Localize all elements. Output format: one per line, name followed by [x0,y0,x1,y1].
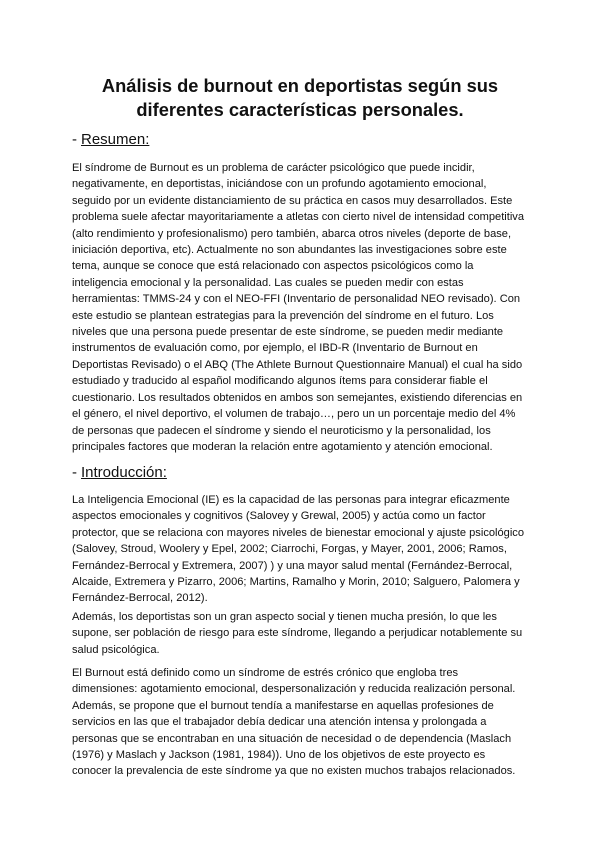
text-line: Además, se propone que el burnout tendía a manifestarse en aquellas profesiones de [72,699,494,712]
text-line: (alto rendimiento y profesionalismo) pero también, abarca otros niveles (deporte de base, [72,227,512,240]
title-line-2: diferentes características personales. [136,99,464,120]
resumen-heading [72,131,149,149]
text-line: dimensiones: agotamiento emocional, despersonalización y reducida realización personal. [72,683,516,696]
text-line: tema, aunque se conoce que está relacionado con aspectos psicológicos como la [72,260,474,273]
text-line: problema suele afectar mayoritariamente a atletas con cierto nivel de intensidad competitiva [72,211,524,224]
text-line: Además, los deportistas son un gran aspecto social y tienen mucha presión, lo que les [72,611,497,623]
heading-dash: - [72,131,77,148]
text-line: protector, que se relaciona con mayores niveles de bienestar emocional y ajuste psicológico [72,526,525,539]
title-line-1: Análisis de burnout en deportistas según sus [101,75,499,96]
text-line: inteligencia emocional y la personalidad. Las cuales se pueden medir con estas [72,276,464,289]
text-line: Alcaide, Extremera y Pizarro, 2006; Martins, Ramalho y Morin, 2010; Salguero, Palomera y [72,576,520,589]
resumen-paragraph [72,160,530,455]
text-line: El Burnout está definido como un síndrome de estrés crónico que engloba tres [72,667,459,679]
text-line: personas que se encontraban en una situación de necesidad o de dependencia (Maslach [72,732,512,745]
text-line: estudiado y traducido al español modificando algunos ítems para considerar fiable el [72,375,488,388]
text-line: Fernández-Berrocal, 2012). [72,592,208,605]
text-line: de personas que padecen el síndrome y siendo el neuroticismo y la personalidad, los [72,424,491,437]
text-line: (Salovey, Stroud, Woolery y Epel, 2002; Ciarrochi, Forgas, y Mayer, 2001, 2006; Ramos, [72,543,507,556]
text-line: (1976) y Maslach y Jackson (1981, 1984)). Uno de los objetivos de este proyecto es [72,749,486,762]
text-line: conocer la prevalencia de este síndrome ya que no existen muchos trabajos relacionados. [72,765,516,778]
intro-paragraph-2 [72,609,530,658]
introduccion-heading-label: Introducción: [81,464,167,481]
document-title [80,74,520,122]
text-line: Deportistas Revisado) o el ABQ (The Athlete Burnout Questionnaire Manual) el cual ha sido [72,358,523,371]
text-line: negativamente, en deportistas, iniciándose con un profundo agotamiento emocional, [72,178,487,191]
text-line: el género, el nivel deportivo, el volumen de trabajo…, pero un un porcentaje medio del 4% [72,408,516,421]
introduccion-heading [72,464,167,482]
text-line: instrumentos de evaluación como, por ejemplo, el IBD-R (Inventario de Burnout en [72,342,478,355]
text-line: seguido por un evidente distanciamiento de su práctica en casos muy desarrollados. Este [72,194,513,207]
text-line: aspectos emocionales y cognitivos (Salovey y Grewal, 2005) y actúa como un factor [72,510,486,523]
text-line: El síndrome de Burnout es un problema de carácter psicológico que puede incidir, [72,162,475,174]
text-line: este estudio se plantean estrategias para la prevención del síndrome en el futuro. Los [72,309,494,322]
text-line: cuestionario. Los resultados obtenidos en ambos son semejantes, existiendo diferencias en [72,391,523,404]
heading-dash: - [72,464,77,481]
text-line: principales factores que moderan la relación entre agotamiento y atención emocional. [72,440,493,453]
text-line: niveles que una persona puede presentar de este síndrome, se pueden medir mediante [72,326,504,339]
text-line: servicios en las que el trabajador debía dedicar una atención intensa y prolongada a [72,716,487,729]
text-line: iniciación deportiva, etc). Actualmente no son abundantes las investigaciones sobre este [72,244,507,257]
text-line: Fernández-Berrocal y Extremera, 2007) ) y una mayor salud mental (Fernández-Berrocal, [72,559,513,572]
text-line: supone, ser población de riesgo para este síndrome, llegando a perjudicar notablemente su [72,627,523,640]
text-line: La Inteligencia Emocional (IE) es la capacidad de las personas para integrar eficazmente [72,494,510,506]
text-line: salud psicológica. [72,643,160,656]
intro-paragraph-3 [72,665,530,780]
intro-paragraph-1 [72,492,530,607]
resumen-heading-label: Resumen: [81,131,150,148]
text-line: herramientas: TMMS-24 y con el NEO-FFI (Inventario de personalidad NEO revisado). Con [72,293,521,306]
